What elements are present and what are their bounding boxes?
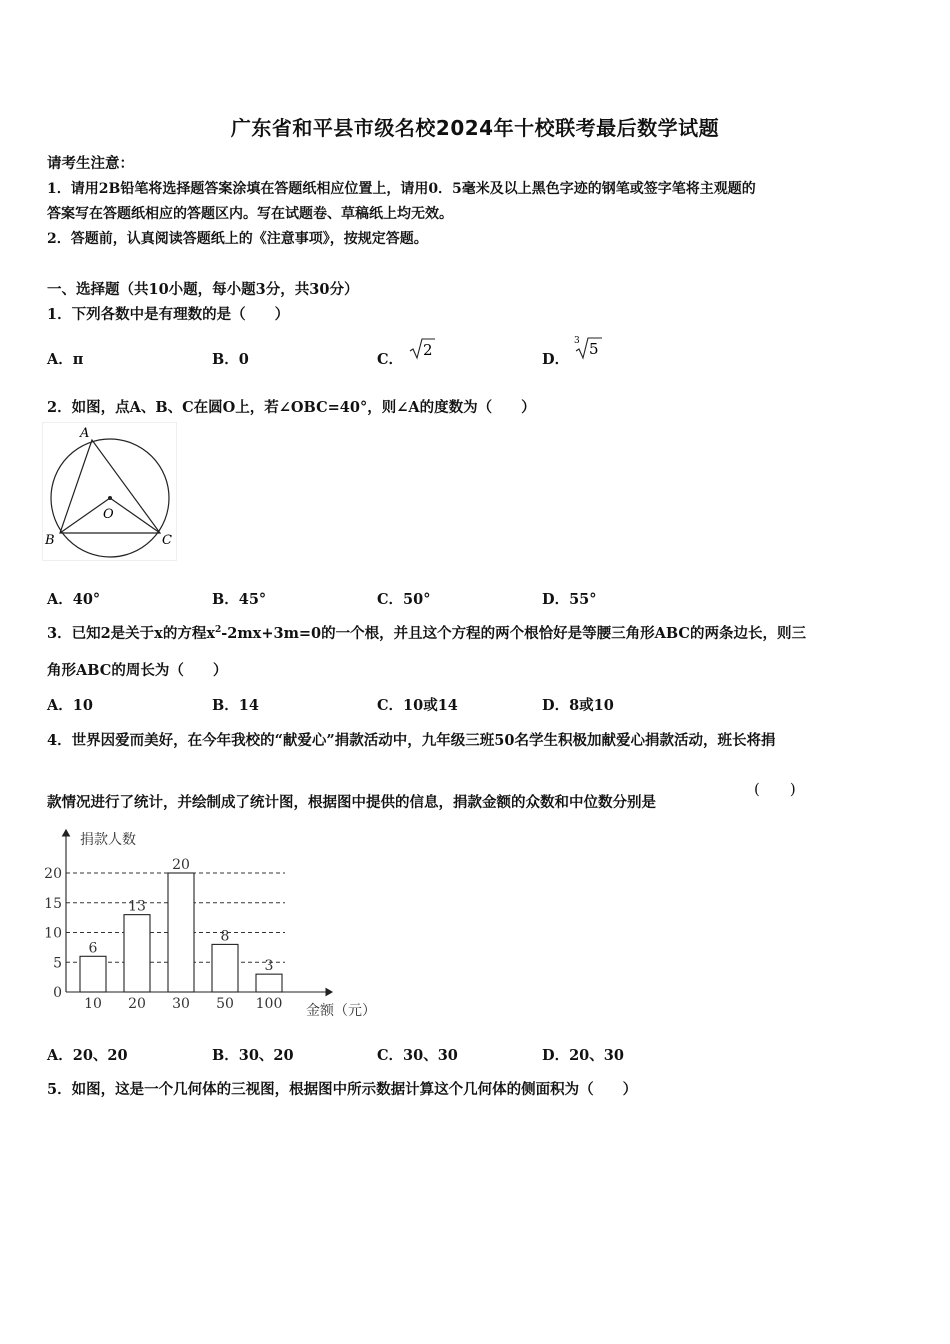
q2-option-d[interactable]: D．55° bbox=[542, 591, 597, 608]
q4-answer-paren: ( ) bbox=[754, 780, 796, 798]
question-3-stem-line1 bbox=[47, 622, 806, 643]
cube-root-index: 3 bbox=[574, 336, 580, 346]
q2-option-b[interactable]: B．45° bbox=[212, 591, 267, 608]
y-axis-label: 捐款人数 bbox=[80, 832, 136, 848]
bar-20 bbox=[124, 915, 150, 992]
x-tick-label: 100 bbox=[255, 996, 283, 1012]
bar-50 bbox=[212, 944, 238, 992]
x-tick-label: 10 bbox=[84, 996, 102, 1012]
bar-value-label: 20 bbox=[172, 857, 190, 873]
question-5-stem: 5．如图，这是一个几何体的三视图，根据图中所示数据计算这个几何体的侧面积为（ ） bbox=[47, 1081, 638, 1098]
y-tick-label: 10 bbox=[44, 925, 62, 942]
q1-option-d[interactable] bbox=[542, 348, 569, 369]
question-2-stem: 2．如图，点A、B、C在圆O上，若∠OBC=40°，则∠A的度数为（ ） bbox=[47, 399, 536, 416]
q3-option-a[interactable]: A．10 bbox=[47, 697, 93, 714]
notice-line-1a: 1．请用2B铅笔将选择题答案涂填在答题纸相应位置上，请用0．5毫米及以上黑色字迹的钢笔或签字笔将主观题的 bbox=[47, 181, 756, 197]
q2-option-c[interactable]: C．50° bbox=[377, 591, 431, 608]
q3-option-c[interactable]: C．10或14 bbox=[377, 697, 458, 714]
x-tick-label: 20 bbox=[128, 996, 146, 1012]
cube-root-5-expression bbox=[572, 334, 604, 362]
bar-value-label: 3 bbox=[264, 958, 274, 975]
q3-option-b[interactable]: B．14 bbox=[212, 697, 259, 714]
center-point bbox=[108, 496, 112, 500]
y-tick-label: 20 bbox=[44, 866, 62, 882]
page-title: 广东省和平县市级名校2024年十校联考最后数学试题 bbox=[230, 116, 720, 140]
q4-option-d[interactable]: D．20、30 bbox=[542, 1047, 624, 1064]
q1-option-c-label: C． bbox=[377, 351, 404, 368]
bar-value-label: 6 bbox=[88, 940, 98, 957]
question-4-stem-line2: 款情况进行了统计，并绘制成了统计图，根据图中提供的信息，捐款金额的众数和中位数分别是 bbox=[47, 794, 656, 811]
bar-30 bbox=[168, 873, 194, 992]
x-tick-label: 50 bbox=[216, 996, 234, 1012]
question-1-stem: 1．下列各数中是有理数的是（ ） bbox=[47, 306, 290, 323]
x-tick-label: 30 bbox=[172, 996, 190, 1012]
label-o: O bbox=[103, 507, 114, 522]
y-tick-label: 5 bbox=[53, 955, 62, 972]
bar-value-label: 8 bbox=[220, 928, 230, 945]
circle-figure bbox=[42, 422, 182, 564]
bar-10 bbox=[80, 956, 106, 992]
q4-option-b[interactable]: B．30、20 bbox=[212, 1047, 294, 1064]
y-tick-label: 0 bbox=[53, 985, 62, 1001]
q1-option-d-label: D． bbox=[542, 351, 570, 368]
label-a: A bbox=[80, 426, 90, 441]
q3-stem-part2: -2mx+3m=0的一个根，并且这个方程的两个根恰好是等腰三角形ABC的两条边长，则三 bbox=[221, 625, 806, 642]
q4-option-a[interactable]: A．20、20 bbox=[47, 1047, 128, 1064]
x-axis-label: 金额（元） bbox=[306, 1003, 376, 1019]
q4-option-c[interactable]: C．30、30 bbox=[377, 1047, 458, 1064]
bar-chart bbox=[40, 826, 390, 1026]
question-4-stem-line1: 4．世界因爱而美好，在今年我校的“献爱心”捐款活动中，九年级三班50名学生积极加献爱心捐款活动，班长将捐 bbox=[47, 732, 776, 749]
q1-option-b[interactable]: B．0 bbox=[212, 351, 249, 368]
section-heading: 一、选择题（共10小题，每小题3分，共30分） bbox=[47, 281, 359, 298]
sqrt-2-radicand: 2 bbox=[423, 341, 433, 359]
q3-superscript: 2 bbox=[214, 625, 222, 636]
notice-line-1b: 答案写在答题纸相应的答题区内。写在试题卷、草稿纸上均无效。 bbox=[47, 206, 453, 222]
q1-option-c[interactable] bbox=[377, 348, 403, 369]
q1-option-a[interactable]: A．π bbox=[47, 351, 84, 368]
bar-value-label: 13 bbox=[128, 898, 146, 915]
y-tick-label: 15 bbox=[44, 895, 62, 912]
label-c: C bbox=[162, 533, 172, 548]
q2-option-a[interactable]: A．40° bbox=[47, 591, 101, 608]
sqrt-2-expression bbox=[408, 336, 436, 362]
q3-option-d[interactable]: D．8或10 bbox=[542, 697, 614, 714]
question-3-stem-line2: 角形ABC的周长为（ ） bbox=[47, 662, 228, 679]
cube-root-radicand: 5 bbox=[589, 340, 599, 358]
notice-heading: 请考生注意： bbox=[47, 155, 134, 172]
q3-stem-part1: 3．已知2是关于x的方程x bbox=[47, 625, 215, 642]
bar-100 bbox=[256, 974, 282, 992]
label-b: B bbox=[45, 533, 55, 548]
segment-oc bbox=[110, 498, 160, 533]
notice-line-2: 2．答题前，认真阅读答题纸上的《注意事项》，按规定答题。 bbox=[47, 231, 428, 247]
